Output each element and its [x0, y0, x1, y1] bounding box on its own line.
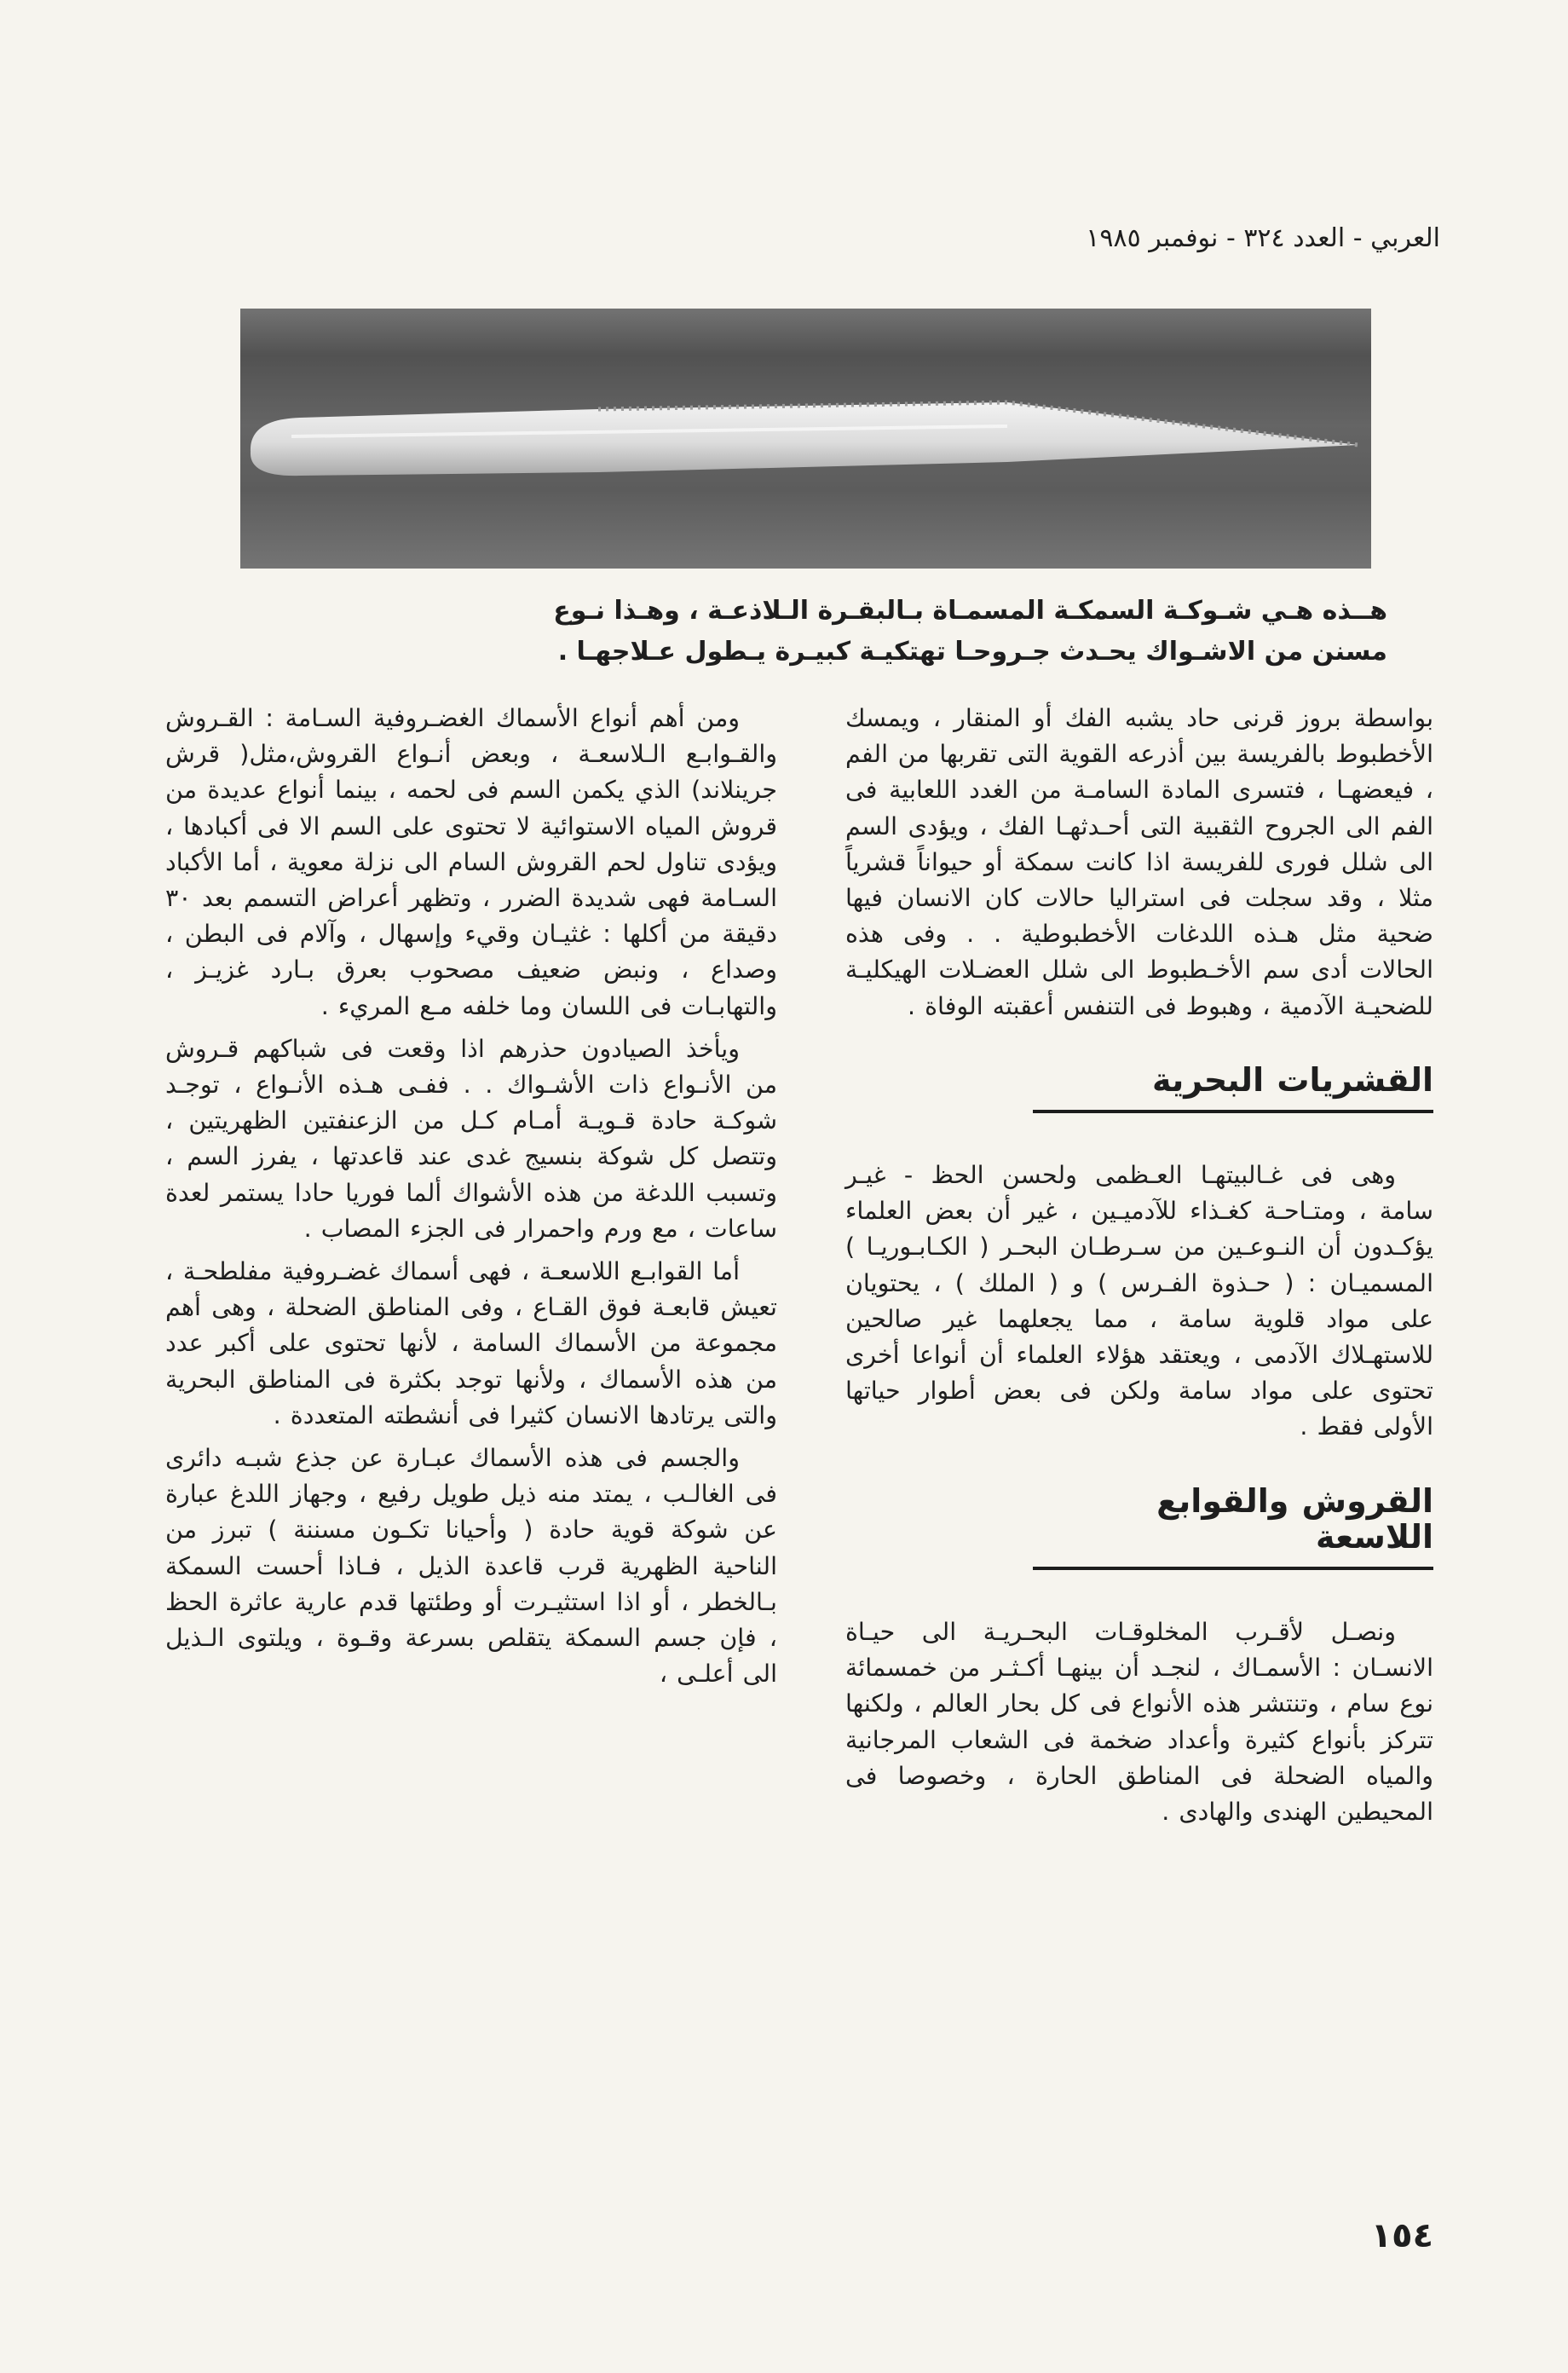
left-column	[165, 701, 777, 1699]
section-title-crustaceans: القشريات البحرية	[1033, 1062, 1433, 1113]
caption-line-1: هــذه هـي شـوكـة السمكـة المسمـاة بـالبقـرة الـلاذعـة ، وهـذا نـوع	[553, 596, 1387, 626]
stingray-spine-photo	[240, 309, 1371, 569]
right-paragraph-3: ونصـل لأقـرب المخلوقـات البحـريـة الى حيـاة الانسـان : الأسمـاك ، لنجـد أن بينهـا أكـثـر من خمسمائة نوع سام ، وتنتشر هذه الأنواع فى كل بحار العالم ، ولكنها تتركز بأنواع كثيرة وأعداد ضخمة فى الشعاب المرجانية والمياه الضحلة فى المناطق الحارة ، وخصوصا فى المحيطين الهندى والهادى .	[845, 1618, 1433, 1827]
page-number: ١٥٤	[1370, 2216, 1433, 2255]
right-paragraph-1: بواسطة بروز قرنى حاد يشبه الفك أو المنقار ، ويمسك الأخطبوط بالفريسة بين أذرعه القوية التى تقربها من الفم ، فيعضهـا ، فتسرى المادة السامـة من الغدد اللعابية فى الفم الى الجروح الثقبية التى أحـدثهـا الفك ، ويؤدى السم الى شلل فورى للفريسة اذا كانت سمكة أو حيواناً قشرياً مثلا ، وقد سجلت فى استراليا حالات كان الانسان فيها ضحية مثل هـذه اللدغات الأخطبوطية . . وفى هذه الحالات أدى سم الأخـطبوط الى شلل العضـلات الهيكليـة للضحيـة الآدمية ، وهبوط فى التنفس أعقبته الوفاة .	[845, 704, 1433, 1020]
left-paragraph-3: أما القوابـع اللاسعـة ، فهى أسماك غضـروفية مفلطحـة ، تعيش قابعـة فوق القـاع ، وفى المناطق الضحلة ، وهى أهم مجموعة من الأسماك السامة ، لأنها تحتوى على أكبر عدد من هذه الأسماك ، ولأنها توجد بكثرة فى المناطق البحرية والتى يرتادها الانسان كثيرا فى أنشطته المتعددة .	[165, 1257, 777, 1429]
running-header: العربي - العدد ٣٢٤ - نوفمبر ١٩٨٥	[1086, 223, 1440, 253]
left-paragraph-2: ويأخذ الصيادون حذرهم اذا وقعت فى شباكهم قـروش من الأنـواع ذات الأشـواك . . ففـى هـذه الأنـواع ، توجـد شوكـة حادة قـويـة أمـام كـل من الزعنفتين الظهريتين ، وتتصل كل شوكة بنسيج غدى عند قاعدتها ، يفرز السم ، وتسبب اللدغة من هذه الأشواك ألما فوريا حادا يستمر لعدة ساعات ، مع ورم واحمرار فى الجزء المصاب .	[165, 1034, 777, 1243]
right-paragraph-2: وهى فى غـالبيتهـا العـظمى ولحسن الحظ - غيـر سامة ، ومتـاحـة كغـذاء للآدميـين ، غير أن بعض العلماء يؤكـدون أن النـوعـين من سـرطـان البحـر ( الكـابـوريـا ) المسميـان : ( حـذوة الفـرس ) و ( الملك ) ، يحتويان على مواد قلوية سامة ، مما يجعلهما غير صالحين للاستهـلاك الآدمى ، ويعتقد هؤلاء العلماء أن أنواعا أخرى تحتوى على مواد سامة ولكن فى بعض أطوار حياتها الأولى فقط .	[845, 1161, 1433, 1441]
caption-line-2: مسنن من الاشـواك يحـدث جـروحـا تهتكيـة كبيـرة يـطول عـلاجهـا .	[557, 637, 1387, 667]
left-paragraph-1: ومن أهم أنواع الأسماك الغضـروفية السـامة : القـروش والقـوابـع الـلاسعـة ، وبعض أنـواع القروش،مثل( قرش جرينلاند) الذي يكمن السم فى لحمه ، بينما أنواع عديدة من قروش المياه الاستوائية لا تحتوى على السم الا فى أكبادها ، ويؤدى تناول لحم القروش السام الى نزلة معوية ، أما الأكباد السـامة فهى شديدة الضرر ، وتظهر أعراض التسمم بعد ٣٠ دقيقة من أكلها : غثيـان وقيء وإسهال ، وآلام فى البطن ، وصداع ، ونبض ضعيف مصحوب بعرق بـارد غزيـز ، والتهابـات فى اللسان وما خلفه مـع المريء .	[165, 704, 777, 1020]
left-paragraph-4: والجسم فى هذه الأسماك عبـارة عن جذع شبـه دائرى فى الغالـب ، يمتد منه ذيل طويل رفيع ، وجهاز اللدغ عبارة عن شوكة قوية حادة ( وأحيانا تكـون مسننة ) تبرز من الناحية الظهرية قرب قاعدة الذيل ، فـاذا أحست السمكة بـالخطر ، أو اذا استثيـرت أو وطئتها قدم عارية عاثرة الحظ ، فإن جسم السمكة يتقلص بسرعة وقـوة ، ويلتوى الـذيل الى أعلـى ،	[165, 1444, 777, 1689]
photo-caption	[382, 591, 1387, 673]
section-title-sharks-rays: القروش والقوابع اللاسعة	[1033, 1483, 1433, 1570]
spine-image	[240, 309, 1371, 569]
right-column	[845, 701, 1433, 1837]
